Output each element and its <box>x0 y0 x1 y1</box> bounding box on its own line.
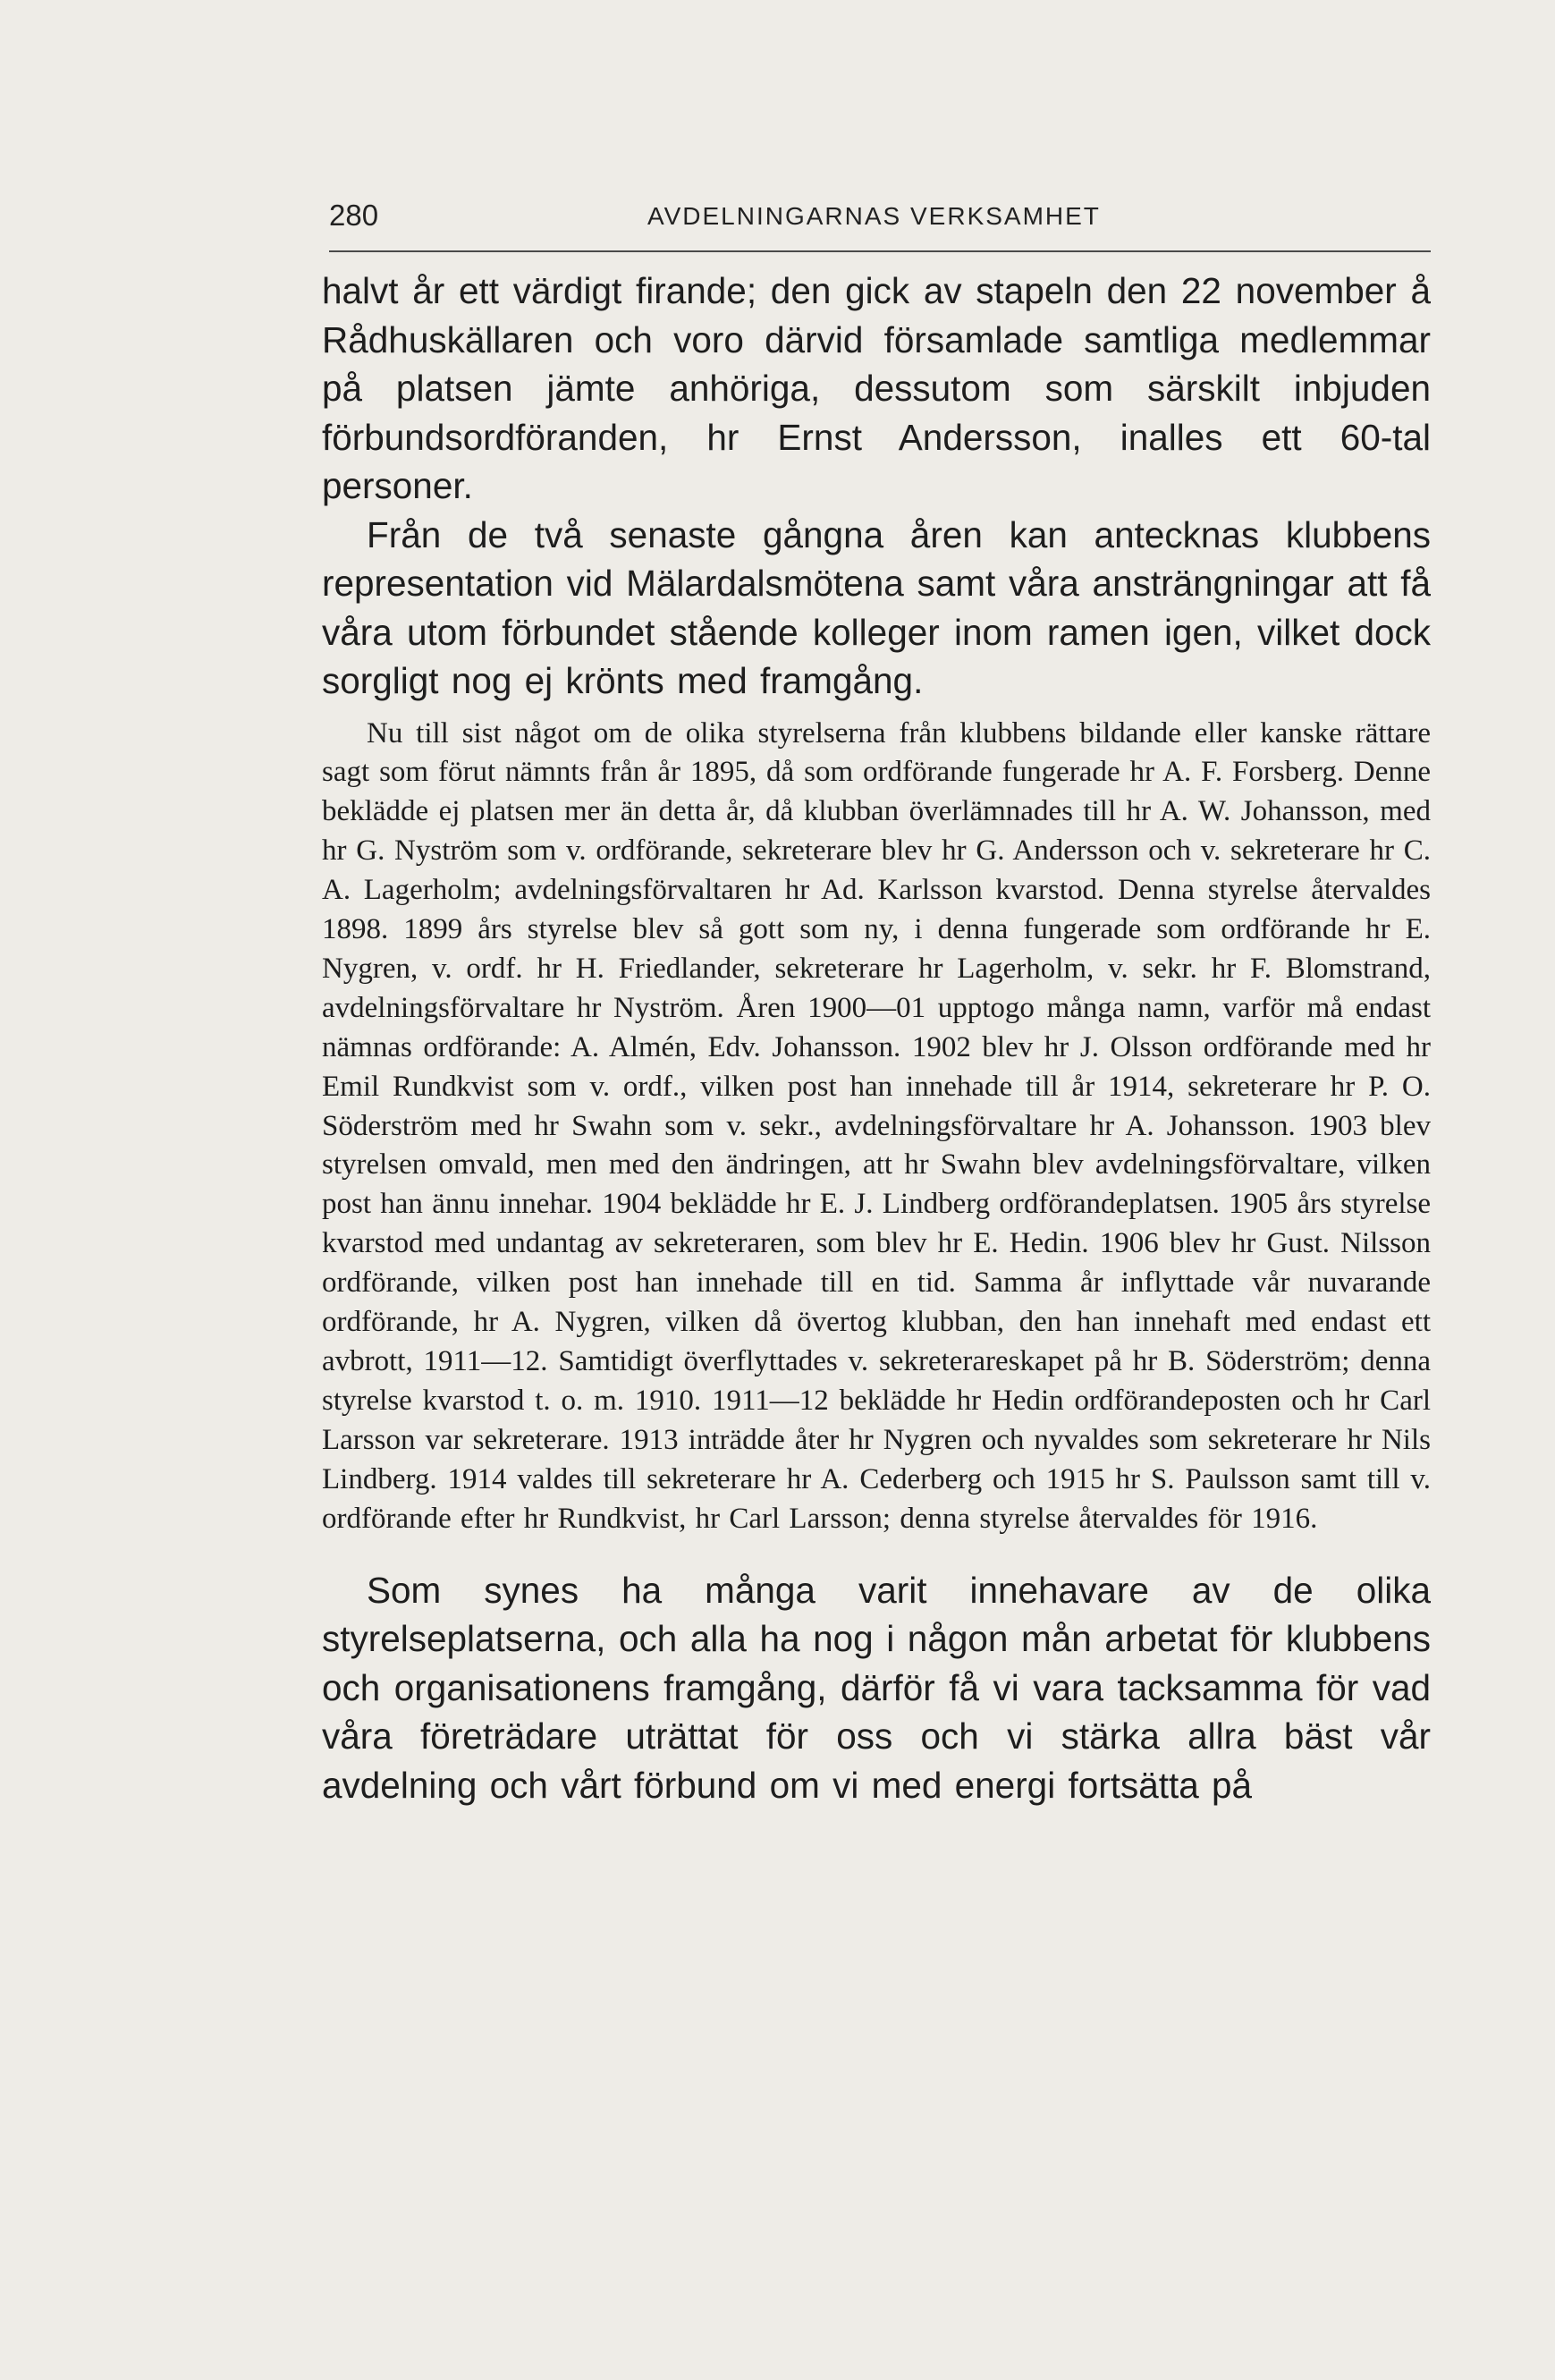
paragraph-3: Nu till sist något om de olika styrelserna från klubbens bildande eller kanske rättare sagt som förut nämnts från år 1895, då som ordförande fungerade hr A. F. Forsberg. Denne beklädde ej platsen mer än detta år, då klubban överlämnades till hr A. W. Johansson, med hr G. Nyström som v. ordförande, sekreterare blev hr G. Andersson och v. sekreterare hr C. A. Lagerholm; avdelningsförvaltaren hr Ad. Karlsson kvarstod. Denna styrelse återvaldes 1898. 1899 års styrelse blev så gott som ny, i denna fungerade som ordförande hr E. Nygren, v. ordf. hr H. Friedlander, sekreterare hr Lagerholm, v. sekr. hr F. Blomstrand, avdelningsförvaltare hr Nyström. Åren 1900—01 upptogo många namn, varför må endast nämnas ordförande: A. Almén, Edv. Johansson. 1902 blev hr J. Olsson ordförande med hr Emil Rundkvist som v. ordf., vilken post han innehade till år 1914, sekreterare hr P. O. Söderström med hr Swahn som v. sekr., avdelningsförvaltare hr A. Johansson. 1903 blev styrelsen omvald, men med den ändringen, att hr Swahn blev avdelningsförvaltare, vilken post han ännu innehar. 1904 beklädde hr E. J. Lindberg ordförandeplatsen. 1905 års styrelse kvarstod med undantag av sekreteraren, som blev hr E. Hedin. 1906 blev hr Gust. Nilsson ordförande, vilken post han innehade till en tid. Samma år inflyttade vår nuvarande ordförande, hr A. Nygren, vilken då övertog klubban, den han innehaft med endast ett avbrott, 1911—12. Samtidigt överflyttades v. sekreterareskapet på hr B. Söderström; denna styrelse kvarstod t. o. m. 1910. 1911—12 beklädde hr Hedin ordförandeposten och hr Carl Larsson var sekreterare. 1913 inträdde åter hr Nygren och nyvaldes som sekreterare hr Nils Lindberg. 1914 valdes till sekreterare hr A. Cederberg och 1915 hr S. Paulsson samt till v. ordförande efter hr Rundkvist, hr Carl Larsson; denna styrelse återvaldes för 1916. <box>322 716 1431 1535</box>
page-body <box>322 267 1431 1809</box>
paragraph-1: halvt år ett värdigt firande; den gick av stapeln den 22 november å Rådhuskällaren och voro därvid församlade samtliga medlemmar på platsen jämte anhöriga, dessutom som särskilt inbjuden förbundsordföranden, hr Ernst Andersson, inalles ett 60-tal personer. <box>322 270 1431 506</box>
running-title: AVDELNINGARNAS VERKSAMHET <box>647 202 1101 230</box>
paragraph-4: Som synes ha många varit innehavare av de olika styrelseplatserna, och alla ha nog i någon mån arbetat för klubbens och organisationens framgång, därför få vi vara tacksamma för vad våra företrädare uträttat för oss och vi stärka allra bäst vår avdelning och vårt förbund om vi med energi fortsätta på <box>322 1569 1431 1806</box>
page-number: 280 <box>329 199 379 232</box>
paragraph-2: Från de två senaste gångna åren kan antecknas klubbens representation vid Mälardalsmötena samt våra ansträngningar att få våra utom förbundet stående kolleger inom ramen igen, vilket dock sorgligt nog ej krönts med framgång. <box>322 513 1431 701</box>
running-header <box>329 199 1431 252</box>
